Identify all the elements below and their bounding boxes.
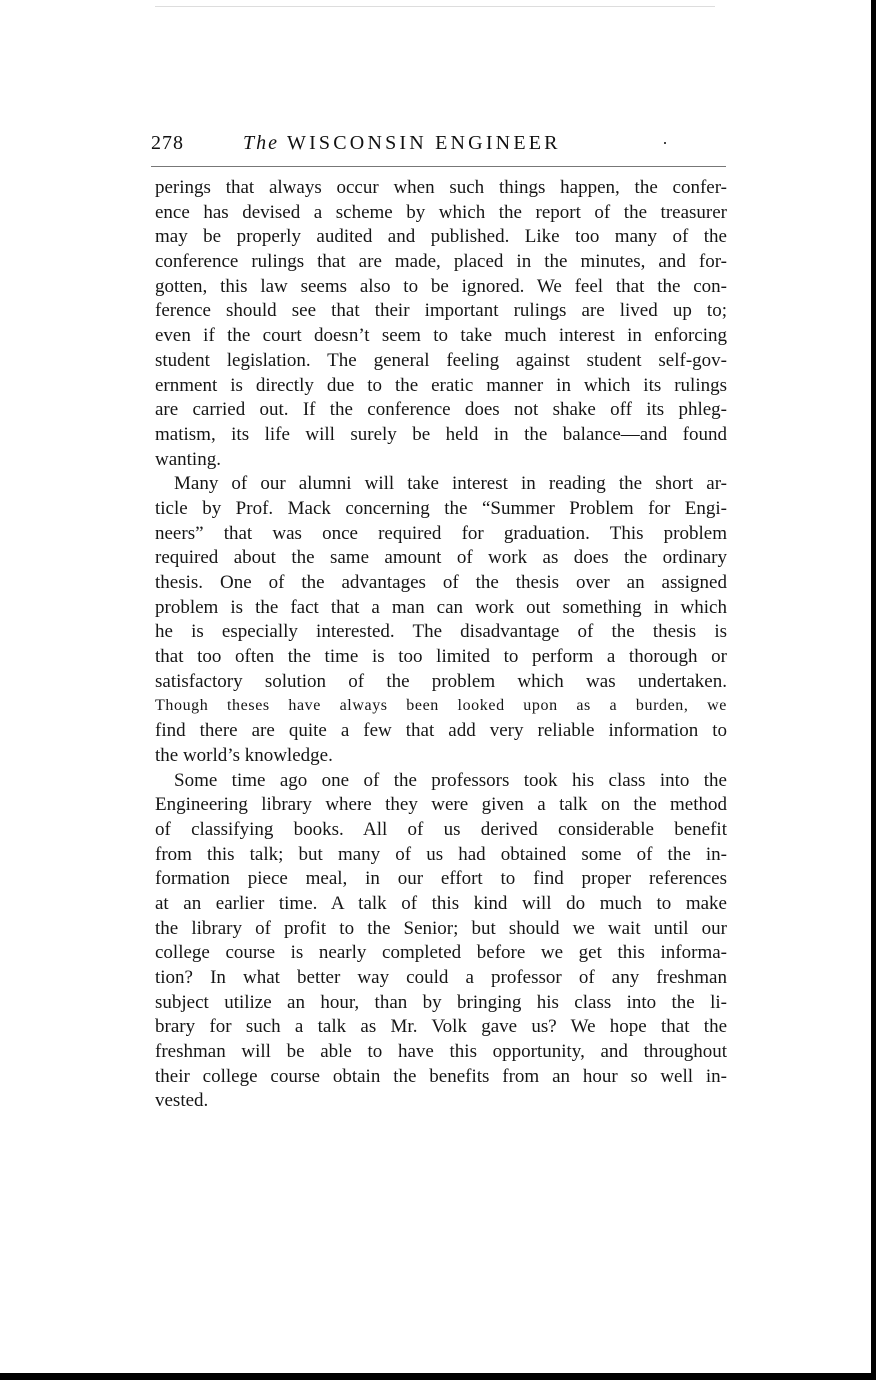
text-line: Some time ago one of the professors took his class into the [174, 769, 727, 791]
text-line: matism, its life will surely be held in the balance—and found [155, 423, 727, 445]
text-line: wanting. [155, 448, 221, 470]
text-line: ence has devised a scheme by which the report of the treasurer [155, 201, 727, 223]
text-line: problem is the fact that a man can work out something in which [155, 596, 727, 618]
journal-title-main: WISCONSIN ENGINEER [287, 132, 561, 154]
text-line: perings that always occur when such things happen, the confer- [155, 177, 727, 198]
header-rule [151, 166, 726, 167]
text-line: the world’s knowledge. [155, 744, 333, 766]
text-line: ticle by Prof. Mack concerning the “Summer Problem for Engi- [155, 497, 727, 519]
text-line: vested. [155, 1090, 209, 1112]
text-line: required about the same amount of work as does the ordinary [155, 547, 727, 569]
text-line: their college course obtain the benefits from an hour so well in- [155, 1065, 727, 1087]
text-line: even if the court doesn’t seem to take much interest in enforcing [155, 325, 727, 347]
text-line: the library of profit to the Senior; but should we wait until our [155, 917, 727, 939]
text-line: brary for such a talk as Mr. Volk gave us? We hope that the [155, 1016, 727, 1038]
top-edge-rule [155, 6, 715, 7]
page-number: 278 [151, 132, 184, 154]
text-line: neers” that was once required for graduation. This problem [155, 522, 727, 544]
text-line: satisfactory solution of the problem which was undertaken. [155, 670, 727, 692]
text-line: find there are quite a few that add very reliable information to [155, 720, 727, 742]
text-line: Many of our alumni will take interest in reading the short ar- [174, 473, 727, 495]
text-line: from this talk; but many of us had obtained some of the in- [155, 843, 727, 865]
text-line: freshman will be able to have this opportunity, and throughout [155, 1041, 727, 1063]
text-line: college course is nearly completed before we get this informa- [155, 942, 727, 964]
print-speck [664, 142, 666, 144]
text-line: student legislation. The general feeling against student self-gov- [155, 349, 727, 371]
text-line: may be properly audited and published. Like too many of the [155, 226, 727, 248]
text-line: Engineering library where they were given a talk on the method [155, 794, 727, 816]
paragraph-2 [155, 472, 727, 768]
running-header [151, 132, 726, 162]
text-line: of classifying books. All of us derived considerable benefit [155, 818, 727, 840]
text-line: are carried out. If the conference does not shake off its phleg- [155, 399, 727, 421]
text-line: tion? In what better way could a professor of any freshman [155, 967, 727, 988]
text-line: conference rulings that are made, placed in the minutes, and for- [155, 251, 727, 273]
text-line: formation piece meal, in our effort to find proper references [155, 868, 727, 890]
body-text [155, 176, 727, 1114]
paragraph-3 [155, 769, 727, 1115]
text-line: ernment is directly due to the eratic manner in which its rulings [155, 374, 727, 396]
text-line: he is especially interested. The disadvantage of the thesis is [155, 621, 727, 643]
text-line: subject utilize an hour, than by bringing his class into the li- [155, 991, 727, 1013]
text-line: gotten, this law seems also to be ignored. We feel that the con- [155, 275, 727, 297]
journal-title [243, 132, 561, 155]
text-line: that too often the time is too limited to perform a thorough or [155, 646, 727, 668]
paragraph-1 [155, 176, 727, 472]
text-line: at an earlier time. A talk of this kind will do much to make [155, 892, 727, 914]
text-line: ference should see that their important rulings are lived up to; [155, 300, 727, 322]
journal-title-article: The [243, 132, 279, 154]
text-line: thesis. One of the advantages of the thesis over an assigned [155, 572, 727, 593]
text-line: Though theses have always been looked upon as a burden, we [155, 697, 727, 715]
